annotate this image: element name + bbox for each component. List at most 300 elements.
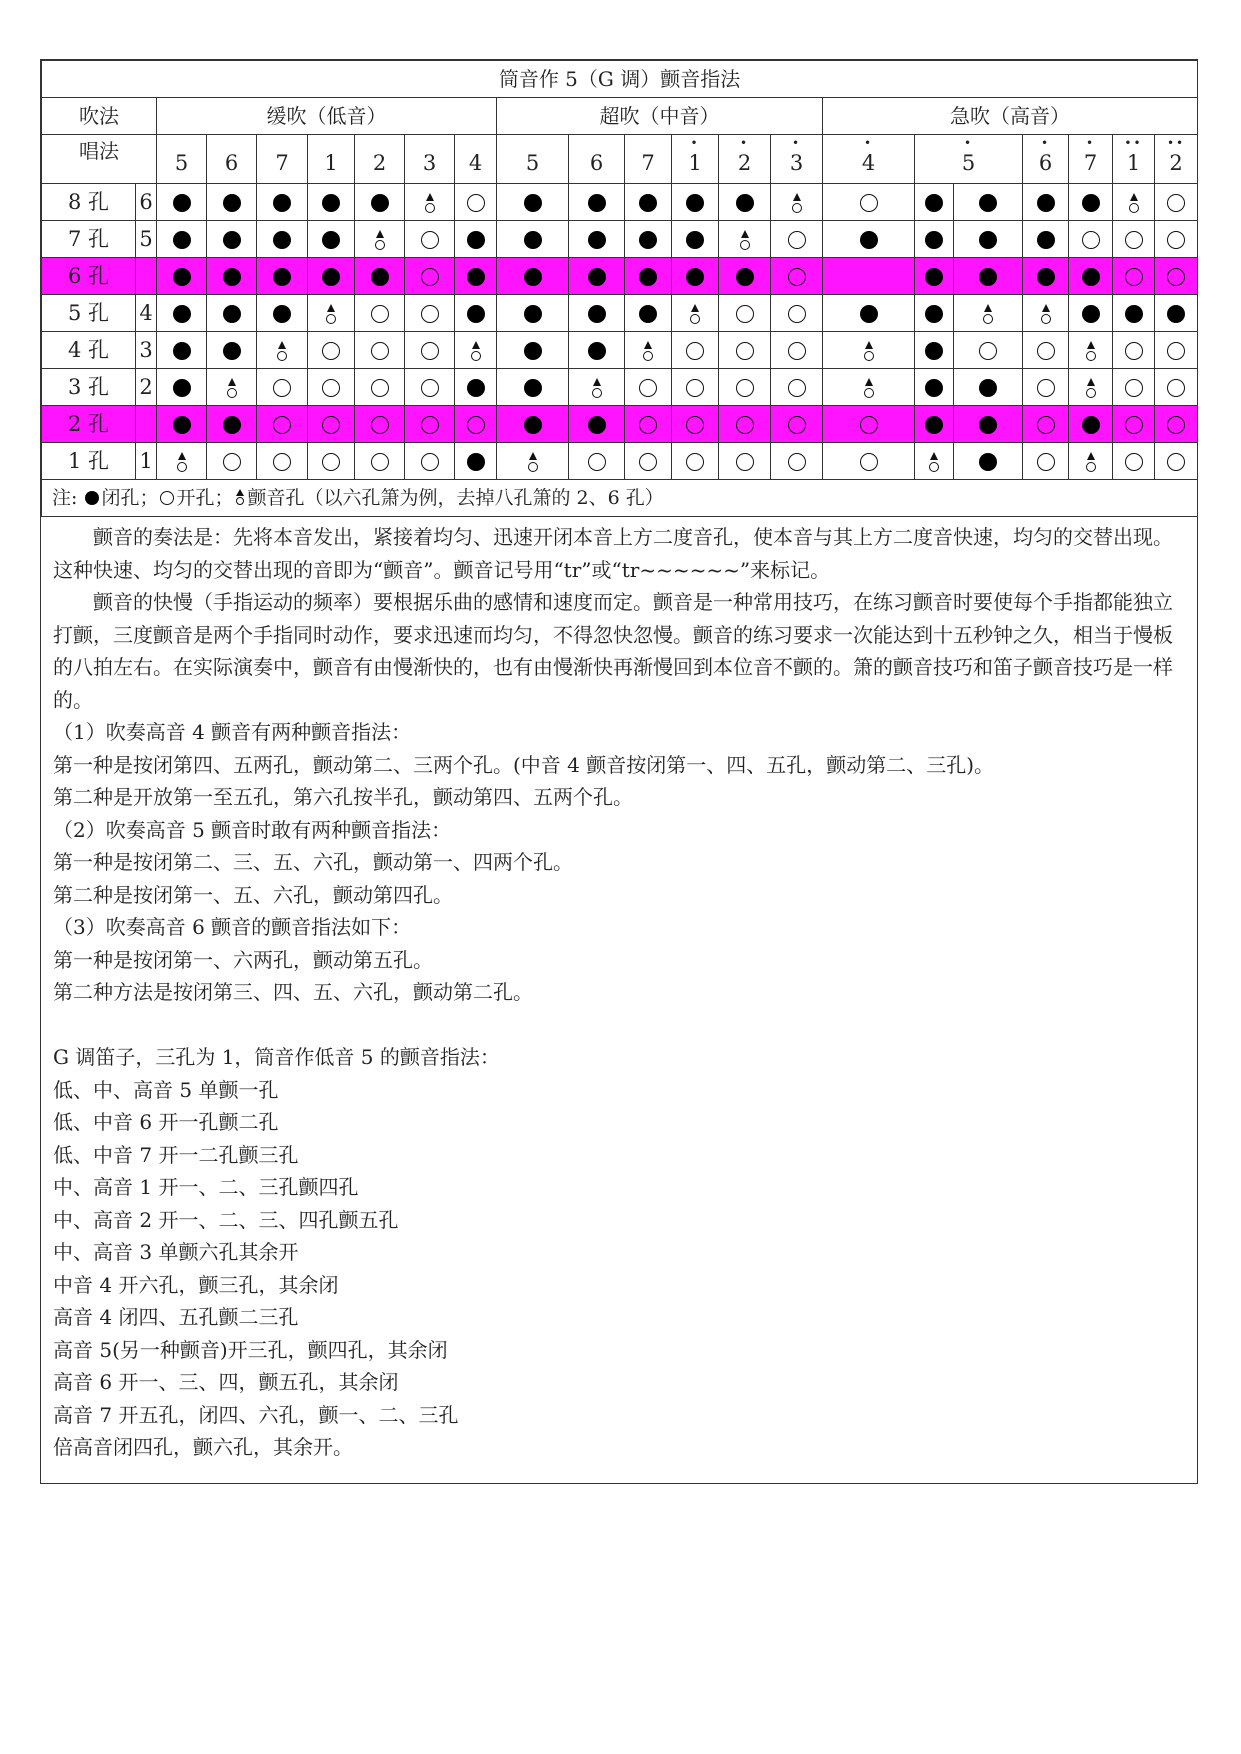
- fingering-cell: [308, 258, 355, 295]
- hole-label: 7 孔: [42, 221, 136, 258]
- open-hole-icon: [421, 268, 439, 286]
- fingering-cell: [719, 369, 771, 406]
- fingering-cell: [257, 443, 308, 480]
- fingering-cell: [672, 406, 719, 443]
- trill-hole-icon: [325, 304, 337, 324]
- open-hole-icon: [639, 379, 657, 397]
- fingering-cell: [915, 443, 954, 480]
- fingering-cell: [355, 406, 405, 443]
- trill-hole-icon: [642, 341, 654, 361]
- open-hole-icon: [588, 453, 606, 471]
- fingering-cell: [455, 369, 497, 406]
- fingering-cell: [672, 332, 719, 369]
- fingering-cell: [455, 332, 497, 369]
- fingering-cell: [954, 295, 1023, 332]
- closed-hole-icon: [524, 194, 542, 212]
- fingering-cell: [157, 406, 207, 443]
- octave-dot: •: [863, 136, 874, 150]
- closed-hole-icon: [273, 194, 291, 212]
- paragraph: （2）吹奏高音 5 颤音时敢有两种颤音指法：: [53, 817, 452, 842]
- open-hole-icon: [223, 453, 241, 471]
- closed-hole-icon: [173, 342, 191, 360]
- fingering-cell: [823, 332, 915, 369]
- note-number: 6: [1038, 150, 1053, 175]
- open-hole-icon: [322, 379, 340, 397]
- fingering-cell: [207, 184, 257, 221]
- legend-prefix: 注:: [52, 486, 84, 509]
- closed-hole-icon: [1037, 268, 1055, 286]
- paragraph: G 调笛子，三孔为 1，筒音作低音 5 的颤音指法：: [53, 1045, 500, 1069]
- note-number: 7: [275, 150, 289, 175]
- open-hole-icon: [371, 416, 389, 434]
- open-hole-icon: [1125, 268, 1143, 286]
- trill-hole-icon: [235, 489, 245, 505]
- fingering-cell: [1023, 258, 1069, 295]
- fingering-rows: [42, 184, 1198, 480]
- trill-hole-icon: [591, 378, 603, 398]
- open-hole-icon: [736, 416, 754, 434]
- legend-open: 开孔；: [176, 486, 234, 509]
- fingering-cell: [1069, 221, 1113, 258]
- fingering-cell: [954, 221, 1023, 258]
- closed-hole-icon: [925, 416, 943, 434]
- hole-label: 5 孔: [42, 295, 136, 332]
- paragraph: 高音 5(另一种颤音)开三孔，颤四孔，其余闭: [53, 1337, 448, 1362]
- document-frame: [40, 59, 1198, 1484]
- note-header: [355, 135, 405, 184]
- closed-hole-icon: [322, 268, 340, 286]
- table-row: [42, 295, 1198, 332]
- closed-hole-icon: [371, 268, 389, 286]
- closed-hole-icon: [639, 231, 657, 249]
- trill-hole-icon: [226, 378, 238, 398]
- octave-dot: •: [739, 136, 750, 150]
- fingering-cell: [497, 369, 569, 406]
- paragraph: （1）吹奏高音 4 颤音有两种颤音指法：: [53, 720, 412, 744]
- open-hole-icon: [1125, 453, 1143, 471]
- closed-hole-icon: [1082, 305, 1100, 323]
- fingering-cell: [497, 406, 569, 443]
- fingering-cell: [157, 369, 207, 406]
- paragraph: 低、中音 7 开一二孔颤三孔: [53, 1142, 299, 1167]
- open-hole-icon: [1167, 453, 1185, 471]
- closed-hole-icon: [588, 416, 606, 434]
- fingering-cell: [207, 295, 257, 332]
- open-hole-icon: [421, 342, 439, 360]
- open-hole-icon: [736, 305, 754, 323]
- closed-hole-icon: [639, 194, 657, 212]
- open-hole-icon: [421, 453, 439, 471]
- note-header: [672, 135, 719, 184]
- body-text: [53, 521, 1185, 1464]
- legend-note: [42, 480, 1198, 517]
- fingering-cell: [569, 332, 625, 369]
- fingering-cell: [569, 295, 625, 332]
- sing-label: 1: [136, 443, 157, 480]
- open-hole-icon: [860, 416, 878, 434]
- fingering-cell: [257, 258, 308, 295]
- sing-label: 3: [136, 332, 157, 369]
- fingering-cell: [569, 184, 625, 221]
- fingering-cell: [355, 295, 405, 332]
- open-hole-icon: [160, 491, 174, 505]
- fingering-cell: [915, 221, 954, 258]
- note-header: [405, 135, 455, 184]
- fingering-cell: [771, 369, 823, 406]
- fingering-cell: [1113, 369, 1155, 406]
- sing-label: 2: [136, 369, 157, 406]
- fingering-cell: [355, 332, 405, 369]
- fingering-cell: [405, 443, 455, 480]
- fingering-cell: [823, 258, 915, 295]
- paragraph: 颤音的快慢（手指运动的频率）要根据乐曲的感情和速度而定。颤音是一种常用技巧，在练习颤音时要使每个手指都能独立打颤，三度颤音是两个手指同时动作，要求迅速而均匀，不得忽快忽慢。颤音的练习要求一次能达到十五秒钟之久，相当于慢板的八拍左右。在实际演奏中，颤音有由慢渐快的，也有由慢渐快再渐慢回到本位音不颤的。箫的颤音技巧和笛子颤音技巧是一样的。: [53, 590, 1173, 712]
- fingering-cell: [1155, 184, 1198, 221]
- fingering-cell: [497, 258, 569, 295]
- fingering-cell: [569, 221, 625, 258]
- note-number: 2: [1169, 150, 1183, 175]
- closed-hole-icon: [686, 194, 704, 212]
- sing-label: 6: [136, 184, 157, 221]
- fingering-cell: [308, 369, 355, 406]
- sing-label: [136, 406, 157, 443]
- hole-label: 2 孔: [42, 406, 136, 443]
- closed-hole-icon: [925, 231, 943, 249]
- note-number: 2: [737, 150, 752, 175]
- closed-hole-icon: [467, 305, 485, 323]
- trill-hole-icon: [1128, 193, 1140, 213]
- open-hole-icon: [860, 194, 878, 212]
- open-hole-icon: [1125, 231, 1143, 249]
- closed-hole-icon: [979, 231, 997, 249]
- fingering-cell: [405, 221, 455, 258]
- fingering-cell: [455, 443, 497, 480]
- fingering-cell: [771, 332, 823, 369]
- open-hole-icon: [639, 416, 657, 434]
- closed-hole-icon: [223, 231, 241, 249]
- paragraph: 中、高音 1 开一、二、三孔颤四孔: [53, 1175, 359, 1199]
- trill-hole-icon: [1085, 452, 1097, 472]
- fingering-cell: [719, 332, 771, 369]
- octave-dot: •: [690, 136, 700, 150]
- trill-hole-icon: [424, 193, 436, 213]
- fingering-cell: [1155, 221, 1198, 258]
- fingering-cell: [672, 295, 719, 332]
- fingering-cell: [954, 406, 1023, 443]
- fingering-cell: [497, 221, 569, 258]
- closed-hole-icon: [1167, 305, 1185, 323]
- closed-hole-icon: [223, 305, 241, 323]
- trill-hole-icon: [928, 452, 940, 472]
- fingering-cell: [625, 221, 672, 258]
- closed-hole-icon: [979, 453, 997, 471]
- fingering-cell: [1113, 258, 1155, 295]
- paragraph: 中、高音 3 单颤六孔其余开: [53, 1240, 299, 1264]
- closed-hole-icon: [1082, 416, 1100, 434]
- closed-hole-icon: [85, 491, 99, 505]
- note-header: [207, 135, 257, 184]
- fingering-cell: [954, 443, 1023, 480]
- fingering-cell: [915, 184, 954, 221]
- fingering-cell: [1113, 332, 1155, 369]
- note-number: 4: [468, 150, 483, 175]
- paragraph: 第二种是开放第一至五孔，第六孔按半孔，颤动第四、五两个孔。: [53, 785, 633, 809]
- closed-hole-icon: [588, 231, 606, 249]
- hole-label: 4 孔: [42, 332, 136, 369]
- fingering-cell: [1069, 406, 1113, 443]
- fingering-cell: [672, 221, 719, 258]
- open-hole-icon: [421, 416, 439, 434]
- fingering-cell: [1155, 369, 1198, 406]
- closed-hole-icon: [639, 305, 657, 323]
- fingering-cell: [771, 406, 823, 443]
- fingering-cell: [771, 295, 823, 332]
- fingering-cell: [1023, 332, 1069, 369]
- table-row: [42, 332, 1198, 369]
- fingering-cell: [257, 332, 308, 369]
- note-header: [625, 135, 672, 184]
- closed-hole-icon: [322, 194, 340, 212]
- fingering-cell: [915, 332, 954, 369]
- fingering-cell: [1023, 443, 1069, 480]
- open-hole-icon: [1037, 342, 1055, 360]
- closed-hole-icon: [639, 268, 657, 286]
- octave-dot: ••: [1166, 136, 1186, 150]
- open-hole-icon: [1125, 416, 1143, 434]
- fingering-cell: [1069, 369, 1113, 406]
- fingering-cell: [1155, 295, 1198, 332]
- open-hole-icon: [1037, 379, 1055, 397]
- open-hole-icon: [860, 453, 878, 471]
- paragraph: 第一种是按闭第四、五两孔，颤动第二、三两个孔。(中音 4 颤音按闭第一、四、五孔，颤动第二、三孔)。: [53, 752, 995, 777]
- fingering-cell: [1023, 221, 1069, 258]
- closed-hole-icon: [173, 379, 191, 397]
- note-number: 4: [861, 150, 876, 175]
- fingering-cell: [625, 332, 672, 369]
- closed-hole-icon: [173, 194, 191, 212]
- note-header: [1113, 135, 1155, 184]
- fingering-cell: [719, 258, 771, 295]
- fingering-cell: [207, 332, 257, 369]
- closed-hole-icon: [467, 379, 485, 397]
- fingering-cell: [569, 443, 625, 480]
- closed-hole-icon: [979, 379, 997, 397]
- open-hole-icon: [788, 305, 806, 323]
- open-hole-icon: [979, 342, 997, 360]
- note-number: 1: [324, 150, 338, 175]
- fingering-cell: [308, 332, 355, 369]
- closed-hole-icon: [588, 342, 606, 360]
- trill-hole-icon: [982, 304, 994, 324]
- fingering-cell: [308, 443, 355, 480]
- closed-hole-icon: [322, 231, 340, 249]
- fingering-cell: [915, 369, 954, 406]
- notes-label: 唱法: [42, 135, 157, 184]
- closed-hole-icon: [524, 268, 542, 286]
- open-hole-icon: [273, 416, 291, 434]
- closed-hole-icon: [588, 268, 606, 286]
- fingering-cell: [405, 258, 455, 295]
- trill-hole-icon: [470, 341, 482, 361]
- fingering-cell: [455, 406, 497, 443]
- open-hole-icon: [1167, 379, 1185, 397]
- note-header: [1155, 135, 1198, 184]
- header-label: 吹法: [42, 98, 157, 135]
- fingering-cell: [719, 184, 771, 221]
- fingering-cell: [405, 332, 455, 369]
- note-header: [1023, 135, 1069, 184]
- closed-hole-icon: [173, 416, 191, 434]
- fingering-cell: [1155, 332, 1198, 369]
- open-hole-icon: [686, 342, 704, 360]
- fingering-cell: [355, 369, 405, 406]
- open-hole-icon: [371, 453, 389, 471]
- fingering-cell: [672, 443, 719, 480]
- closed-hole-icon: [1037, 194, 1055, 212]
- closed-hole-icon: [925, 379, 943, 397]
- open-hole-icon: [736, 342, 754, 360]
- closed-hole-icon: [925, 305, 943, 323]
- fingering-cell: [207, 443, 257, 480]
- open-hole-icon: [273, 379, 291, 397]
- fingering-cell: [405, 184, 455, 221]
- fingering-cell: [569, 369, 625, 406]
- closed-hole-icon: [524, 416, 542, 434]
- open-hole-icon: [736, 453, 754, 471]
- closed-hole-icon: [925, 194, 943, 212]
- table-title: 筒音作 5（G 调）颤音指法: [42, 61, 1198, 98]
- closed-hole-icon: [173, 268, 191, 286]
- fingering-cell: [771, 221, 823, 258]
- note-header: [823, 135, 915, 184]
- notes-row: [42, 135, 1198, 184]
- fingering-cell: [405, 369, 455, 406]
- closed-hole-icon: [860, 305, 878, 323]
- note-header: [1069, 135, 1113, 184]
- open-hole-icon: [467, 416, 485, 434]
- open-hole-icon: [421, 305, 439, 323]
- table-row: [42, 443, 1198, 480]
- fingering-cell: [207, 258, 257, 295]
- closed-hole-icon: [223, 342, 241, 360]
- section-high: 急吹（高音）: [823, 98, 1198, 135]
- closed-hole-icon: [524, 342, 542, 360]
- fingering-cell: [207, 369, 257, 406]
- table-row: [42, 258, 1198, 295]
- fingering-cell: [157, 443, 207, 480]
- closed-hole-icon: [524, 305, 542, 323]
- fingering-cell: [257, 221, 308, 258]
- fingering-cell: [455, 184, 497, 221]
- paragraph: 中音 4 开六孔，颤三孔，其余闭: [53, 1272, 339, 1297]
- fingering-cell: [157, 332, 207, 369]
- fingering-cell: [719, 221, 771, 258]
- paragraph: 低、中音 6 开一孔颤二孔: [53, 1110, 279, 1134]
- closed-hole-icon: [1125, 305, 1143, 323]
- fingering-cell: [625, 406, 672, 443]
- fingering-cell: [625, 184, 672, 221]
- open-hole-icon: [788, 453, 806, 471]
- open-hole-icon: [1125, 342, 1143, 360]
- closed-hole-icon: [223, 268, 241, 286]
- fingering-cell: [257, 295, 308, 332]
- fingering-cell: [257, 369, 308, 406]
- open-hole-icon: [686, 379, 704, 397]
- fingering-cell: [308, 221, 355, 258]
- fingering-cell: [1113, 295, 1155, 332]
- trill-hole-icon: [863, 341, 875, 361]
- fingering-cell: [823, 443, 915, 480]
- trill-hole-icon: [791, 193, 803, 213]
- sing-label: 4: [136, 295, 157, 332]
- fingering-cell: [257, 184, 308, 221]
- fingering-cell: [497, 443, 569, 480]
- fingering-cell: [157, 221, 207, 258]
- fingering-cell: [1069, 184, 1113, 221]
- fingering-cell: [1155, 443, 1198, 480]
- trill-hole-icon: [863, 378, 875, 398]
- open-hole-icon: [371, 305, 389, 323]
- open-hole-icon: [1082, 231, 1100, 249]
- table-row: [42, 221, 1198, 258]
- fingering-cell: [355, 221, 405, 258]
- table-row: [42, 406, 1198, 443]
- fingering-cell: [672, 369, 719, 406]
- fingering-table: [41, 60, 1198, 517]
- fingering-cell: [823, 221, 915, 258]
- closed-hole-icon: [223, 194, 241, 212]
- trill-hole-icon: [689, 304, 701, 324]
- open-hole-icon: [1037, 416, 1055, 434]
- trill-hole-icon: [739, 230, 751, 250]
- hole-label: 8 孔: [42, 184, 136, 221]
- closed-hole-icon: [925, 268, 943, 286]
- fingering-cell: [823, 369, 915, 406]
- fingering-cell: [1069, 332, 1113, 369]
- fingering-cell: [1023, 184, 1069, 221]
- closed-hole-icon: [467, 453, 485, 471]
- open-hole-icon: [1125, 379, 1143, 397]
- fingering-cell: [625, 258, 672, 295]
- note-header: [497, 135, 569, 184]
- open-hole-icon: [686, 416, 704, 434]
- fingering-cell: [672, 258, 719, 295]
- closed-hole-icon: [925, 342, 943, 360]
- open-hole-icon: [322, 453, 340, 471]
- fingering-cell: [355, 443, 405, 480]
- fingering-cell: [1113, 406, 1155, 443]
- fingering-cell: [625, 295, 672, 332]
- fingering-cell: [823, 184, 915, 221]
- closed-hole-icon: [979, 194, 997, 212]
- fingering-cell: [257, 406, 308, 443]
- fingering-cell: [954, 258, 1023, 295]
- fingering-cell: [308, 295, 355, 332]
- fingering-cell: [915, 295, 954, 332]
- paragraph: 倍高音闭四孔，颤六孔，其余开。: [53, 1435, 353, 1459]
- table-row: [42, 369, 1198, 406]
- open-hole-icon: [273, 453, 291, 471]
- blank-line: [53, 1009, 1185, 1042]
- note-header: [257, 135, 308, 184]
- paragraph: 低、中、高音 5 单颤一孔: [53, 1077, 279, 1102]
- closed-hole-icon: [860, 231, 878, 249]
- note-header: [157, 135, 207, 184]
- open-hole-icon: [788, 268, 806, 286]
- paragraph: 第一种是按闭第二、三、五、六孔，颤动第一、四两个孔。: [53, 850, 573, 874]
- paragraph: 第一种是按闭第一、六两孔，颤动第五孔。: [53, 947, 433, 972]
- fingering-cell: [1113, 221, 1155, 258]
- note-number: 7: [641, 150, 655, 175]
